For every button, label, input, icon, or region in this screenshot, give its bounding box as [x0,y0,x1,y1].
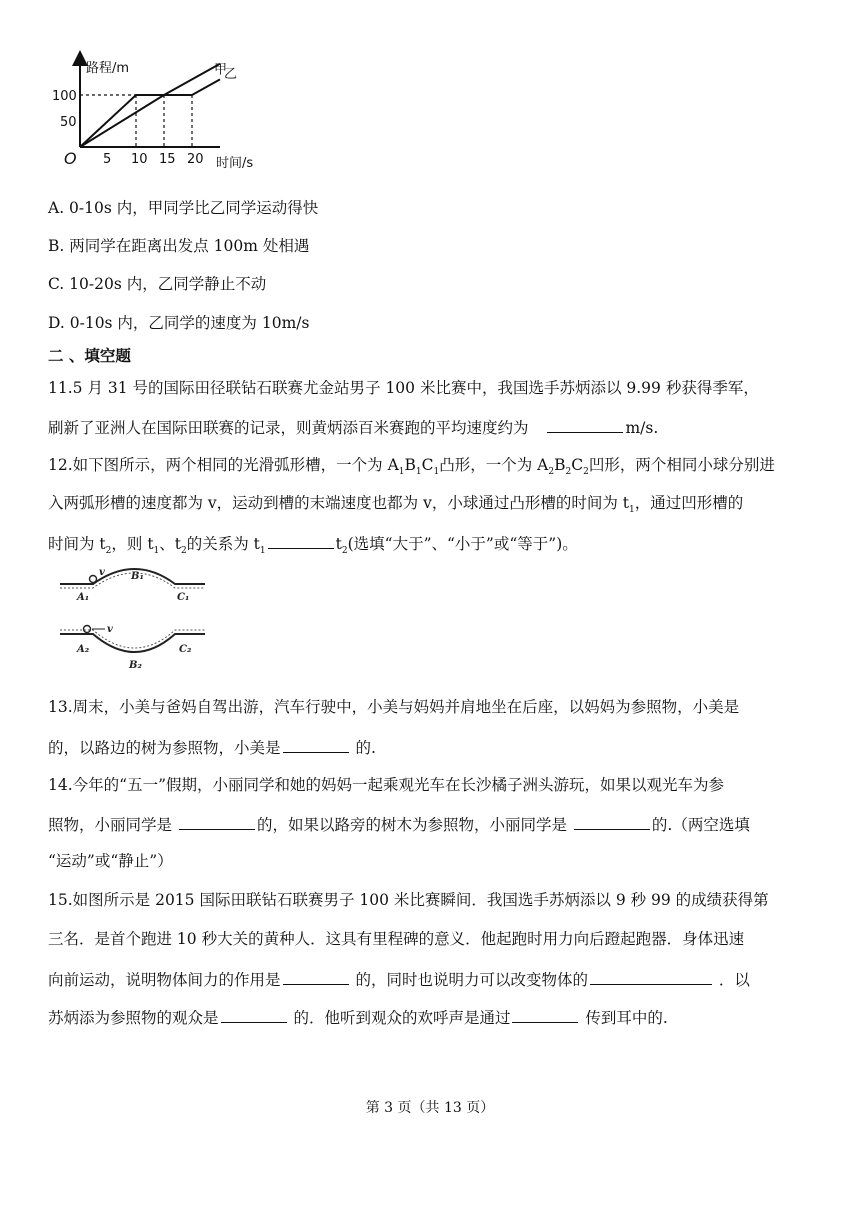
q12-sub: 2 [105,546,112,557]
chart-origin: O [64,149,77,168]
q15-text-1: 向前运动，说明物体间力的作用是 [48,971,281,989]
q12-answer-blank[interactable] [268,532,334,549]
q12-text-8: 入两弧形槽的速度都为 v，运动到槽的末端速度也都为 v，小球通过凸形槽的时间为 t [48,494,630,512]
q12-sub: 2 [181,546,187,557]
q12-sub: 1 [433,467,440,478]
option-a: A. 0-10s 内，甲同学比乙同学运动得快 [48,199,319,217]
q12-sub: 2 [548,467,555,478]
series-line-2 [80,64,220,147]
q12-text-13: 的关系为 t [186,535,260,553]
q12-text-6: C [571,456,584,474]
q14-line3: “运动”或“静止”） [48,852,173,870]
arc-tracks-figure [55,562,215,672]
q14-text-1: 照物，小丽同学是 [48,816,173,834]
q15-text-3: ．以 [718,971,750,989]
q12-text-14: t [335,535,342,553]
q11-unit: m/s. [625,419,659,437]
fig-top-a: A₁ [77,592,90,603]
q15-text-2: 的，同时也说明力可以改变物体的 [355,971,588,989]
q12-sub: 1 [153,546,160,557]
q15-text-5: 的．他听到观众的欢呼声是通过 [293,1009,511,1027]
q11-line2 [48,416,658,438]
q12-sub: 2 [583,467,589,478]
q15-answer-blank-3[interactable] [221,1006,287,1023]
series-label-2: 乙 [224,66,238,82]
option-c: C. 10-20s 内，乙同学静止不动 [48,275,267,293]
x-tick-label-15: 15 [159,152,176,167]
q15-answer-blank-2[interactable] [590,968,712,985]
ball-icon [90,576,97,583]
q12-sub: 1 [259,546,266,557]
q11-line1: 11.5 月 31 号的国际田径联钻石联赛尤金站男子 100 米比赛中，我国选手苏炳添以 9.99 秒获得季军， [48,379,759,397]
q15-line1: 15.如图所示是 2015 国际田联钻石联赛男子 100 米比赛瞬间．我国选手苏炳添以 9 秒 99 的成绩获得第 [48,891,769,909]
q12-sub: 1 [629,505,635,516]
q14-text-3: 的.（两空选填 [651,816,750,834]
option-d: D. 0-10s 内，乙同学的速度为 10m/s [48,314,310,332]
q12-text-12: 、t [159,535,182,553]
q15-answer-blank-4[interactable] [512,1006,578,1023]
q14-line2 [48,813,750,835]
q13-line2 [48,736,376,758]
q12-line2 [48,493,743,520]
q15-text-4: 苏炳添为参照物的观众是 [48,1009,219,1027]
q11-answer-blank[interactable] [547,416,623,433]
q12-sub: 2 [565,467,572,478]
fig-bottom-c: C₂ [179,644,192,655]
q12-text-1: 12.如下图所示，两个相同的光滑弧形槽，一个为 A [48,456,399,474]
x-tick-label-20: 20 [187,152,204,167]
fig-top-b: B₁ [131,571,144,582]
q12-text-11: ，则 t [111,535,154,553]
q12-sub: 1 [398,467,405,478]
fig-bottom-b: B₂ [129,660,142,671]
q15-line2: 三名．是首个跑进 10 秒大关的黄种人．这具有里程碑的意义．他起跑时用力向后蹬起跑器．身体迅速 [48,930,745,948]
section-title: 二 、填空题 [48,347,131,365]
q13-line1: 13.周末，小美与爸妈自驾出游，汽车行驶中，小美与妈妈并肩地坐在后座，以妈妈为参照物，小美是 [48,698,740,716]
q13-text: 的，以路边的树为参照物，小美是 [48,739,281,757]
q12-text-7: 凹形，两个相同小球分别进 [588,456,775,474]
series-label-1: 甲 [214,62,228,78]
q15-line3 [48,968,750,990]
q12-sub: 1 [415,467,422,478]
q12-sub: 2 [341,546,348,557]
q12-text-2: B [404,456,416,474]
fig-bottom-v: v [107,624,113,635]
q12-text-3: C [421,456,434,474]
fig-bottom-a: A₂ [77,644,90,655]
ball-icon [84,626,91,633]
y-tick-label-50: 50 [60,115,77,130]
chart-xlabel: 时间/s [216,156,254,171]
q12-text-10: 时间为 t [48,535,106,553]
page-footer: 第 3 页（共 13 页） [365,1100,495,1116]
x-tick-label-10: 10 [131,152,148,167]
distance-time-chart [40,40,280,175]
q12-line3 [48,532,578,561]
series-line-1 [80,79,220,147]
q14-text-2: 的，如果以路旁的树木为参照物，小丽同学是 [256,816,567,834]
q15-text-6: 传到耳中的. [585,1009,668,1027]
q12-text-5: B [554,456,566,474]
q12-text-9: ，通过凹形槽的 [634,494,744,512]
option-b: B. 两同学在距离出发点 100m 处相遇 [48,237,310,255]
q11-text: 刷新了亚洲人在国际田联赛的记录，则黄炳添百米赛跑的平均速度约为 [48,419,529,437]
fig-top-c: C₁ [177,592,190,603]
q14-answer-blank-2[interactable] [574,813,650,830]
q14-line1: 14.今年的“五一”假期，小丽同学和她的妈妈一起乘观光车在长沙橘子洲头游玩，如果以观光车为参 [48,776,725,794]
q13-answer-blank[interactable] [283,736,349,753]
fig-top-v: v [99,567,105,578]
q15-line4 [48,1006,668,1028]
q12-line1 [48,455,775,482]
y-tick-label-100: 100 [52,89,77,104]
q14-answer-blank-1[interactable] [179,813,255,830]
chart-ylabel: 路程/m [86,61,130,76]
q13-end: 的. [355,739,376,757]
x-tick-label-5: 5 [103,152,112,167]
q15-answer-blank-1[interactable] [283,968,349,985]
q12-text-15: (选填“大于”、“小于”或“等于”)。 [347,535,578,553]
q12-text-4: 凸形，一个为 A [439,456,549,474]
